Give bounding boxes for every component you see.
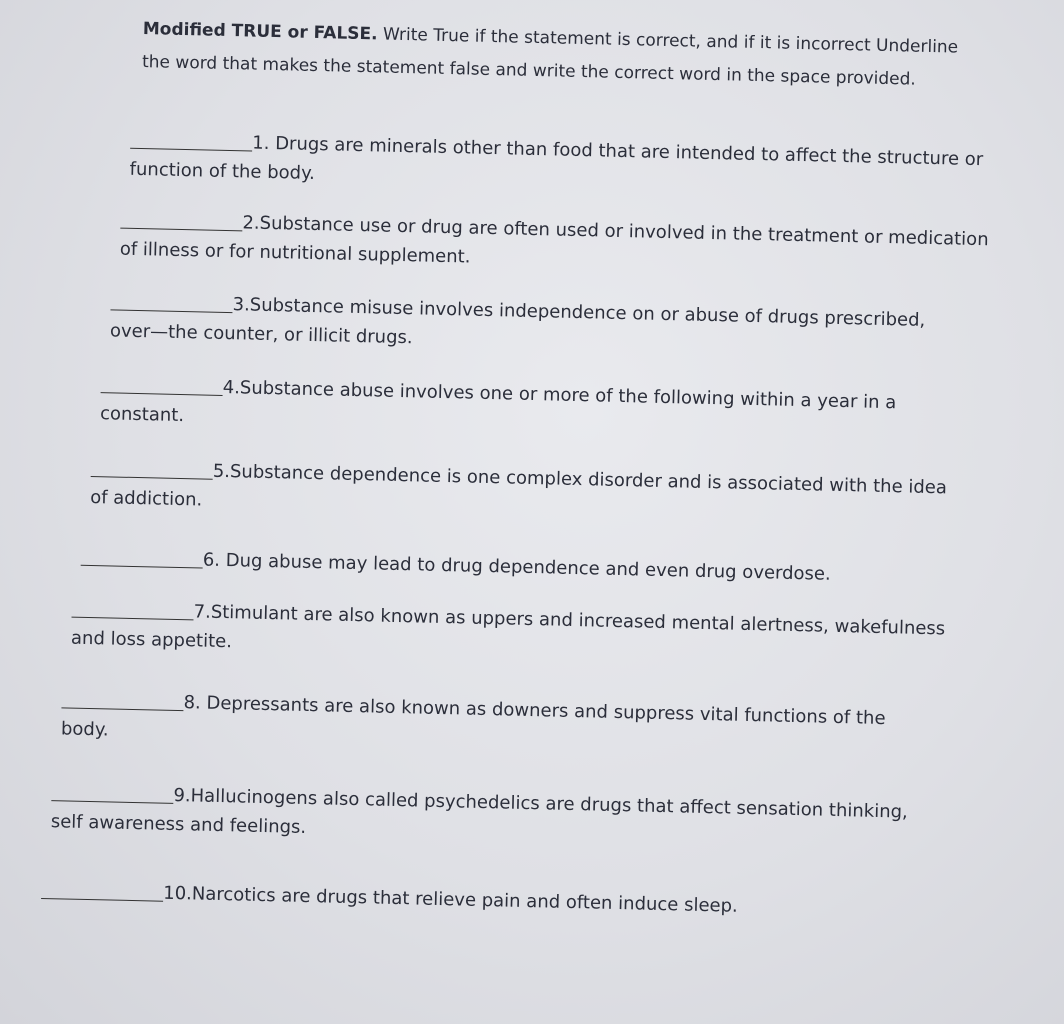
question-text-10: 10.Narcotics are drugs that relieve pain and often induce sleep. <box>163 882 738 917</box>
question-continuation-8: body. <box>60 718 109 741</box>
question-item-6 <box>81 544 1011 593</box>
question-text-4: 4.Substance abuse involves one or more of the following within a year in a <box>222 376 897 414</box>
question-text-1: 1. Drugs are minerals other than food that are intended to affect the structure or <box>252 132 984 171</box>
answer-blank-5[interactable] <box>91 475 213 480</box>
answer-blank-10[interactable] <box>41 897 163 902</box>
answer-blank-7[interactable] <box>71 616 193 621</box>
question-item-4 <box>100 371 1031 449</box>
question-item-2 <box>120 207 1051 285</box>
question-continuation-5: of addiction. <box>89 486 203 511</box>
question-item-5 <box>90 455 1021 533</box>
question-text-2: 2.Substance use or drug are often used or involved in the treatment or medication <box>242 212 989 251</box>
question-item-9 <box>51 779 982 857</box>
answer-blank-2[interactable] <box>120 227 242 232</box>
question-text-7: 7.Stimulant are also known as uppers and increased mental alertness, wakefulness <box>193 601 946 640</box>
question-continuation-2: of illness or for nutritional supplement. <box>119 238 471 268</box>
question-text-8: 8. Depressants are also known as downers and suppress vital functions of the <box>183 692 886 730</box>
question-continuation-9: self awareness and feelings. <box>50 811 307 838</box>
question-continuation-7: and loss appetite. <box>70 627 233 653</box>
instructions-title: Modified TRUE or FALSE. <box>142 19 378 45</box>
answer-blank-4[interactable] <box>101 391 223 396</box>
question-text-6: 6. Dug abuse may lead to drug dependence and even drug overdose. <box>202 549 831 585</box>
question-item-8 <box>61 686 992 764</box>
answer-blank-9[interactable] <box>51 799 173 804</box>
answer-blank-6[interactable] <box>81 564 203 569</box>
instructions-text: Write True if the statement is correct, and if it is incorrect Underline the word that makes the statement false and write the correct word in the space provided. <box>141 24 959 90</box>
question-continuation-1: function of the body. <box>129 158 316 184</box>
answer-blank-8[interactable] <box>61 706 183 711</box>
question-continuation-3: over—the counter, or illicit drugs. <box>109 320 413 349</box>
question-item-7 <box>71 596 1002 674</box>
answer-blank-1[interactable] <box>130 147 252 152</box>
answer-blank-3[interactable] <box>110 308 232 313</box>
question-item-10 <box>41 877 971 926</box>
question-item-1 <box>129 127 1060 205</box>
question-text-9: 9.Hallucinogens also called psychedelics are drugs that affect sensation thinking, <box>173 784 909 823</box>
question-item-3 <box>110 288 1041 366</box>
question-continuation-4: constant. <box>99 403 185 427</box>
question-text-3: 3.Substance misuse involves independence on or abuse of drugs prescribed, <box>232 294 926 331</box>
instructions <box>142 13 983 98</box>
question-text-5: 5.Substance dependence is one complex disorder and is associated with the idea <box>212 460 948 499</box>
